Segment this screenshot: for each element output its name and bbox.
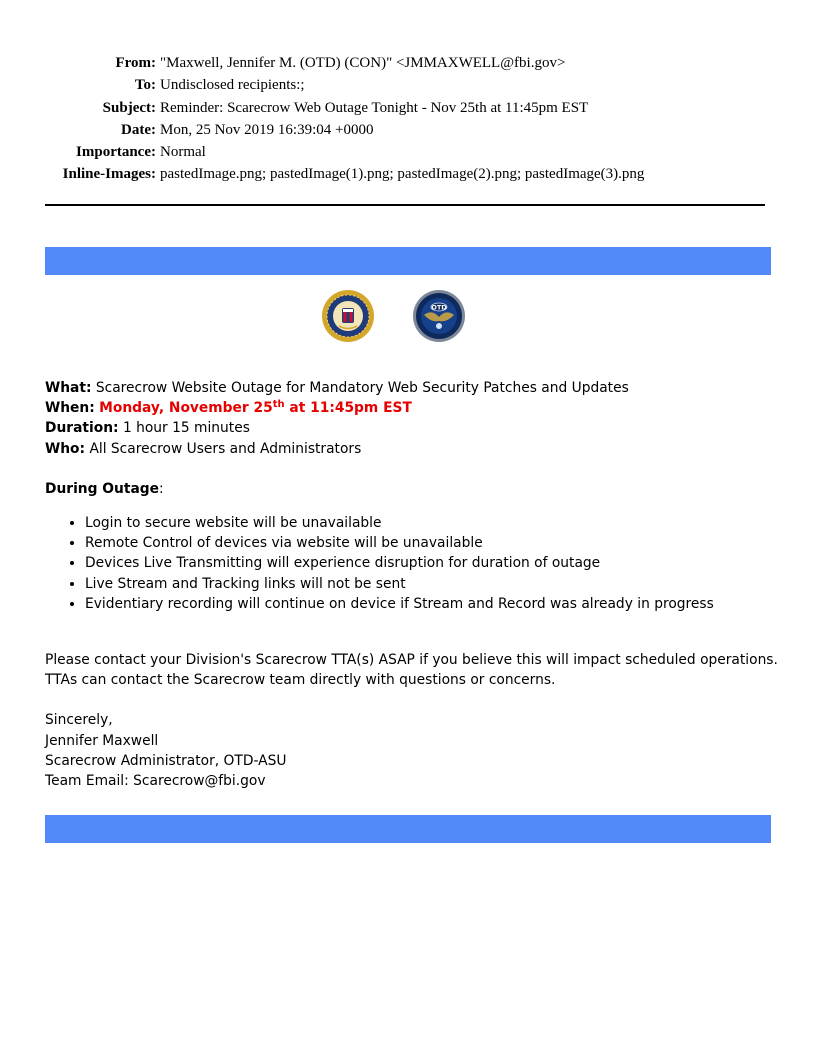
team-email: Team Email: Scarecrow@fbi.gov: [45, 773, 266, 790]
list-item: • Login to secure website will be unavailable: [85, 513, 785, 533]
when-line: [45, 398, 785, 418]
to-value: Undisclosed recipients:;: [160, 77, 305, 94]
email-body: [45, 378, 785, 791]
when-label: When:: [45, 400, 95, 417]
sender-name: Jennifer Maxwell: [45, 732, 159, 749]
list-item: • Live Stream and Tracking links will not be sent: [85, 574, 785, 594]
date-value: Mon, 25 Nov 2019 16:39:04 +0000: [160, 121, 374, 138]
who-value: All Scarecrow Users and Administrators: [89, 440, 362, 457]
contact-line-1: Please contact your Division's Scarecrow TTA(s) ASAP if you believe this will impact scheduled operations.: [45, 652, 778, 669]
otd-seal-text: OTD: [431, 303, 447, 312]
importance-label: Importance:: [76, 144, 156, 161]
subject-value: Reminder: Scarecrow Web Outage Tonight - Nov 25th at 11:45pm EST: [160, 99, 589, 116]
from-value: "Maxwell, Jennifer M. (OTD) (CON)" <JMMAXWELL@fbi.gov>: [160, 55, 566, 71]
header-importance: [0, 141, 644, 163]
contact-line-2: TTAs can contact the Scarecrow team directly with questions or concerns.: [45, 672, 556, 689]
sender-title: Scarecrow Administrator, OTD-ASU: [45, 752, 287, 769]
list-item: • Devices Live Transmitting will experience disruption for duration of outage: [85, 553, 785, 573]
duration-line: [45, 418, 785, 438]
outage-impact-list: [45, 513, 785, 614]
what-label: What:: [45, 380, 92, 396]
when-time: at 11:45pm EST: [284, 400, 412, 417]
header-subject: [0, 97, 644, 119]
during-outage-heading: During Outage:: [45, 480, 164, 497]
header-from: [0, 52, 644, 74]
otd-seal-icon: [412, 289, 466, 343]
when-date-suffix: th: [272, 399, 285, 411]
header-date: [0, 119, 644, 141]
email-header: [0, 52, 644, 186]
when-date: Monday, November 25: [99, 400, 273, 417]
from-label: From:: [115, 55, 156, 71]
who-line: [45, 439, 785, 459]
what-line: [45, 378, 785, 398]
header-inline-images: [0, 163, 644, 185]
subject-label: Subject:: [102, 99, 156, 116]
header-divider: [45, 204, 765, 206]
importance-value: Normal: [160, 144, 206, 161]
inline-images-value: pastedImage.png; pastedImage(1).png; pastedImage(2).png; pastedImage(3).png: [160, 166, 645, 183]
what-value: Scarecrow Website Outage for Mandatory Web Security Patches and Updates: [95, 380, 629, 396]
duration-value: 1 hour 15 minutes: [122, 420, 250, 437]
list-item: • Evidentiary recording will continue on device if Stream and Record was already in progress: [85, 594, 785, 614]
fbi-seal-icon: [321, 289, 375, 343]
to-label: To:: [134, 77, 156, 94]
bottom-banner-bar: [45, 815, 771, 843]
who-label: Who:: [45, 440, 86, 457]
top-banner-bar: [45, 247, 771, 275]
date-label: Date:: [121, 121, 156, 138]
list-item: • Remote Control of devices via website will be unavailable: [85, 533, 785, 553]
header-to: [0, 74, 644, 96]
duration-label: Duration:: [45, 420, 119, 437]
signoff: Sincerely,: [45, 712, 113, 729]
inline-images-label: Inline-Images:: [62, 166, 156, 183]
